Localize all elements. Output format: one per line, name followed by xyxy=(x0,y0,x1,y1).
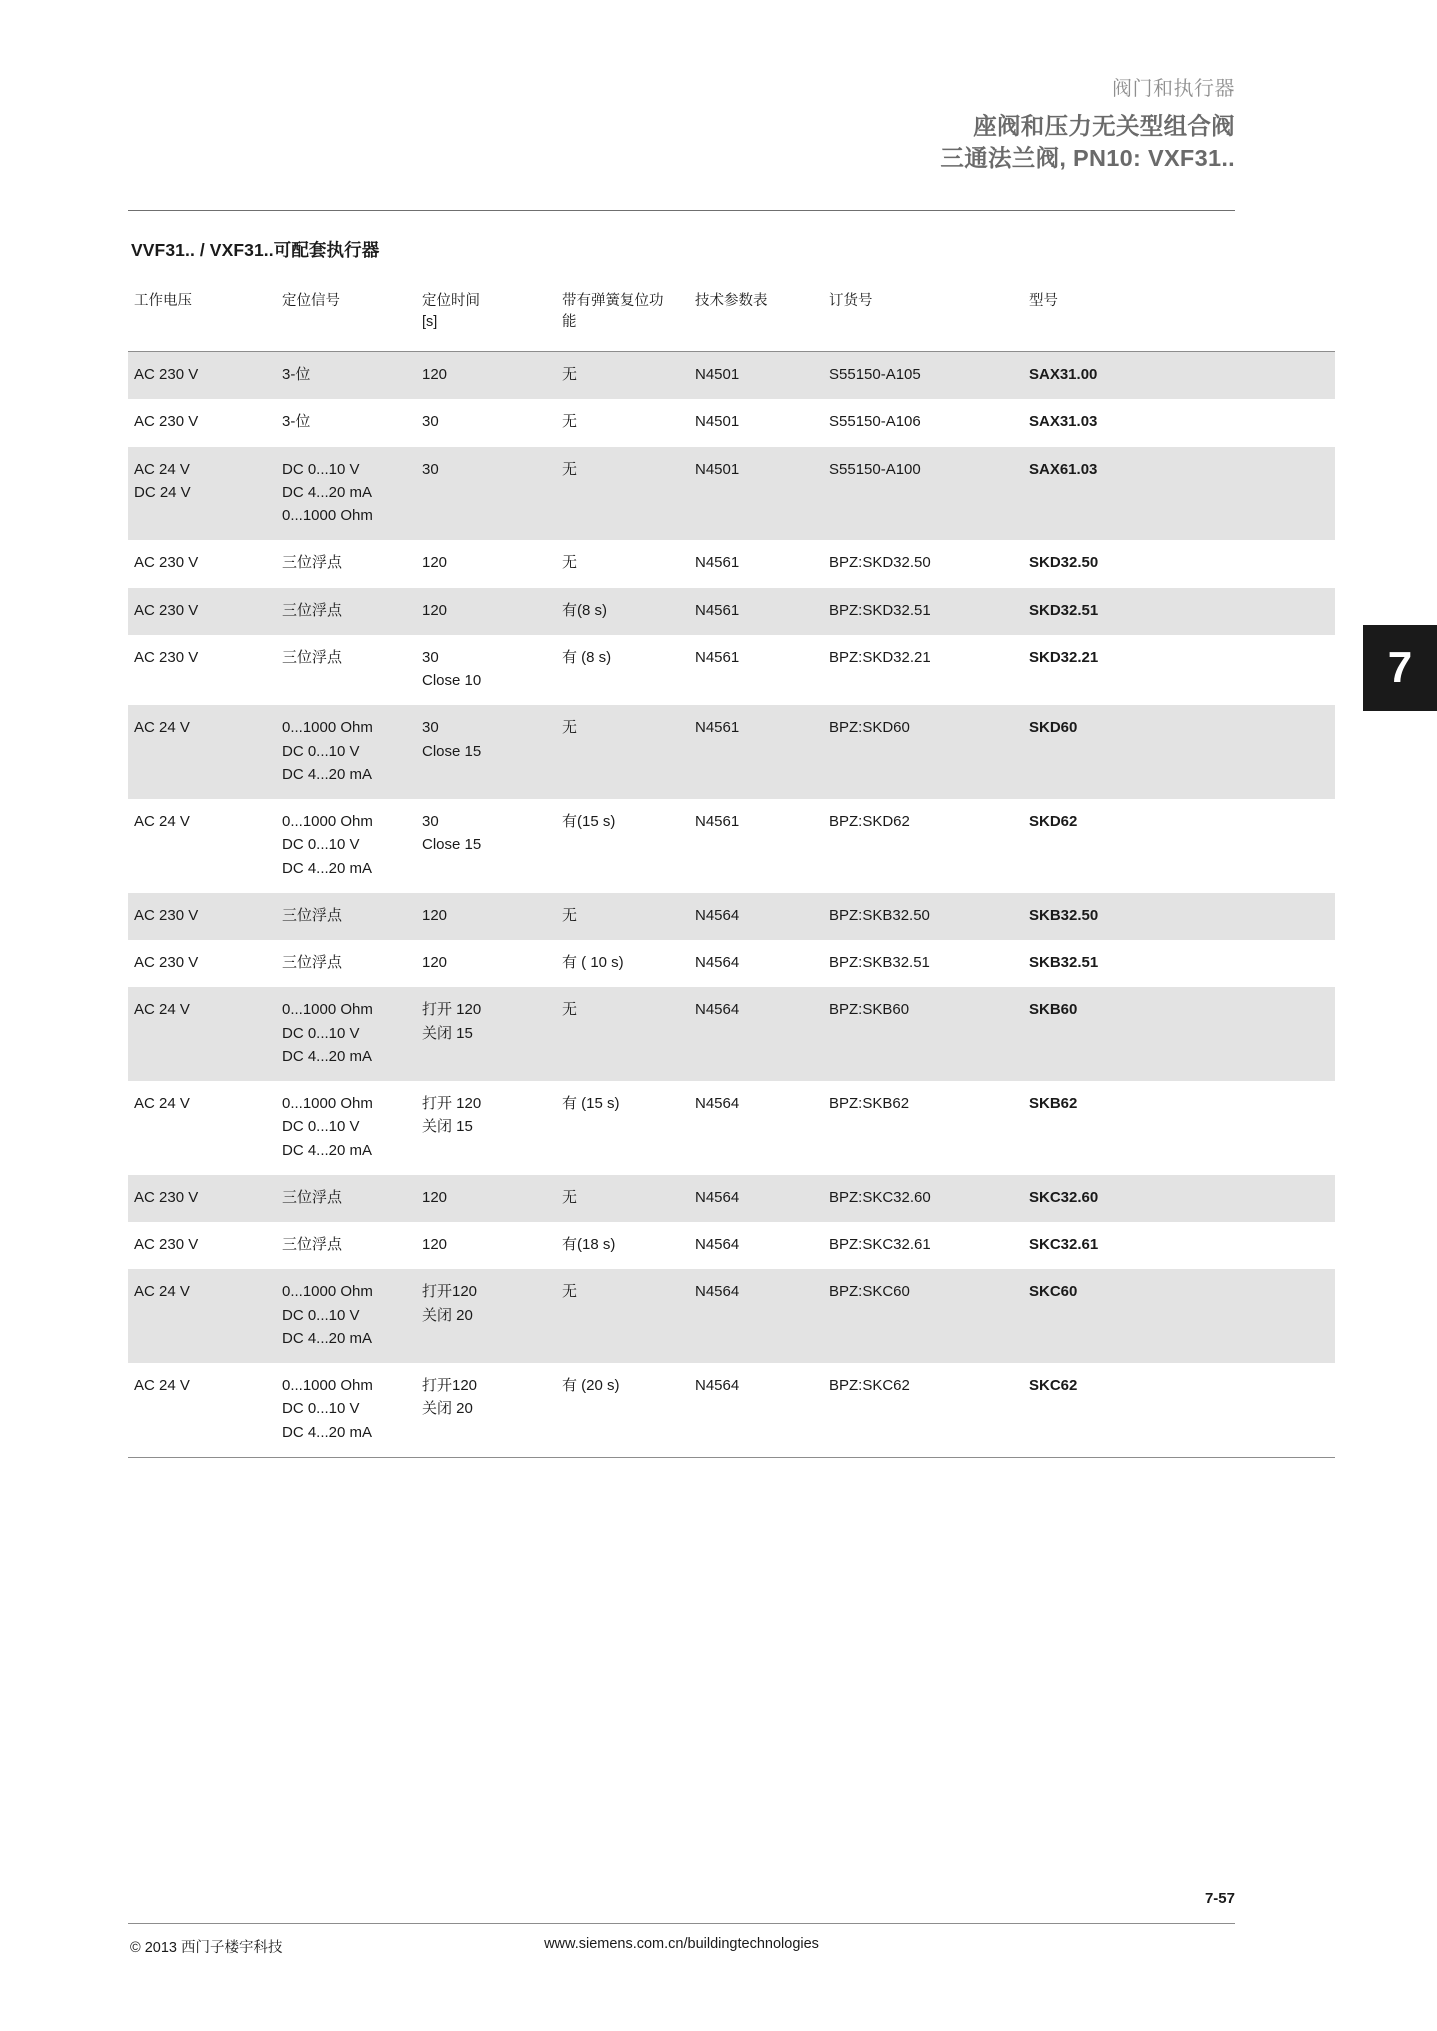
cell-type-line: SKD32.21 xyxy=(1029,648,1099,666)
cell-type xyxy=(1023,399,1335,446)
cell-spring-return-line: 有 ( 10 s) xyxy=(562,954,624,972)
cell-runtime xyxy=(416,352,556,400)
cell-type-line: SKC32.60 xyxy=(1029,1188,1099,1206)
cell-order-number xyxy=(823,635,1023,706)
cell-datasheet xyxy=(689,399,823,446)
cell-type-line: SKC60 xyxy=(1029,1283,1078,1301)
cell-runtime-line: 30 xyxy=(422,648,439,666)
cell-order-number-line: BPZ:SKB32.51 xyxy=(829,954,930,972)
cell-signal-line: DC 0...10 V xyxy=(282,1024,360,1042)
cell-datasheet-line: N4561 xyxy=(695,601,740,619)
cell-spring-return-line: 无 xyxy=(562,1001,578,1019)
cell-datasheet xyxy=(689,1081,823,1175)
table-row xyxy=(128,447,1335,541)
cell-runtime xyxy=(416,399,556,446)
cell-voltage-line: AC 24 V xyxy=(134,1001,190,1019)
cell-voltage xyxy=(128,352,276,400)
cell-signal xyxy=(276,1175,416,1222)
cell-datasheet-line: N4501 xyxy=(695,366,740,384)
cell-type-line: SKD60 xyxy=(1029,719,1078,737)
cell-type xyxy=(1023,1081,1335,1175)
cell-datasheet xyxy=(689,940,823,987)
cell-runtime xyxy=(416,1081,556,1175)
cell-type xyxy=(1023,940,1335,987)
table-row xyxy=(128,799,1335,893)
cell-runtime-line: 打开 120 xyxy=(422,1095,482,1113)
cell-datasheet xyxy=(689,1175,823,1222)
cell-voltage-line: AC 24 V xyxy=(134,1377,190,1395)
cell-spring-return-line: 有(8 s) xyxy=(562,601,608,619)
cell-datasheet xyxy=(689,893,823,940)
cell-voltage xyxy=(128,1269,276,1363)
cell-runtime-line: Close 15 xyxy=(422,836,482,854)
cell-type-line: SAX31.03 xyxy=(1029,413,1098,431)
cell-signal xyxy=(276,893,416,940)
cell-signal-line: 三位浮点 xyxy=(282,601,343,619)
cell-spring-return xyxy=(556,1363,689,1457)
cell-runtime xyxy=(416,540,556,587)
cell-signal xyxy=(276,635,416,706)
cell-runtime xyxy=(416,705,556,799)
cell-order-number xyxy=(823,705,1023,799)
cell-order-number-line: BPZ:SKD60 xyxy=(829,719,910,737)
cell-voltage xyxy=(128,940,276,987)
column-header-spring-return: 带有弹簧复位功 能 xyxy=(556,281,689,352)
cell-type-line: SKB60 xyxy=(1029,1001,1078,1019)
cell-runtime xyxy=(416,940,556,987)
cell-runtime-line: 关闭 20 xyxy=(422,1400,473,1418)
cell-spring-return xyxy=(556,635,689,706)
page-number: 7-57 xyxy=(1204,1890,1235,1907)
cell-order-number xyxy=(823,1363,1023,1457)
cell-signal-line: DC 4...20 mA xyxy=(282,859,373,877)
cell-order-number-line: S55150-A100 xyxy=(829,460,921,478)
cell-spring-return-line: 无 xyxy=(562,413,578,431)
cell-type xyxy=(1023,540,1335,587)
table-row xyxy=(128,352,1335,400)
cell-runtime xyxy=(416,987,556,1081)
header-divider xyxy=(128,210,1235,211)
cell-type-line: SKC32.61 xyxy=(1029,1236,1099,1254)
cell-order-number xyxy=(823,1222,1023,1269)
cell-datasheet xyxy=(689,799,823,893)
cell-voltage xyxy=(128,1081,276,1175)
cell-order-number xyxy=(823,399,1023,446)
cell-order-number xyxy=(823,893,1023,940)
cell-signal-line: 三位浮点 xyxy=(282,906,343,924)
cell-datasheet-line: N4564 xyxy=(695,906,740,924)
cell-voltage xyxy=(128,447,276,541)
cell-signal xyxy=(276,447,416,541)
cell-datasheet xyxy=(689,705,823,799)
cell-runtime-line: 30 xyxy=(422,460,439,478)
table-row xyxy=(128,940,1335,987)
cell-spring-return-line: 有 (15 s) xyxy=(562,1095,620,1113)
cell-datasheet-line: N4564 xyxy=(695,1188,740,1206)
column-header-order-number: 订货号 xyxy=(823,281,1023,352)
cell-signal xyxy=(276,399,416,446)
cell-order-number-line: BPZ:SKC60 xyxy=(829,1283,910,1301)
cell-voltage-line: AC 230 V xyxy=(134,954,199,972)
cell-order-number-line: BPZ:SKB60 xyxy=(829,1001,910,1019)
cell-type-line: SAX61.03 xyxy=(1029,460,1098,478)
cell-type xyxy=(1023,1363,1335,1457)
cell-order-number-line: S55150-A106 xyxy=(829,413,921,431)
cell-voltage xyxy=(128,987,276,1081)
cell-datasheet-line: N4561 xyxy=(695,648,740,666)
cell-spring-return xyxy=(556,352,689,400)
actuators-table-wrap xyxy=(128,281,1335,1458)
cell-spring-return-line: 有 (8 s) xyxy=(562,648,612,666)
cell-datasheet-line: N4564 xyxy=(695,954,740,972)
cell-order-number xyxy=(823,447,1023,541)
cell-signal-line: 三位浮点 xyxy=(282,648,343,666)
cell-type xyxy=(1023,987,1335,1081)
cell-spring-return xyxy=(556,540,689,587)
cell-signal-line: 三位浮点 xyxy=(282,554,343,572)
cell-signal-line: DC 4...20 mA xyxy=(282,1141,373,1159)
cell-runtime-line: 打开120 xyxy=(422,1283,478,1301)
table-row xyxy=(128,987,1335,1081)
cell-spring-return-line: 无 xyxy=(562,1188,578,1206)
cell-spring-return-line: 无 xyxy=(562,460,578,478)
cell-runtime-line: 120 xyxy=(422,906,448,924)
cell-spring-return-line: 无 xyxy=(562,719,578,737)
cell-datasheet xyxy=(689,987,823,1081)
cell-datasheet xyxy=(689,1222,823,1269)
cell-order-number-line: S55150-A105 xyxy=(829,366,921,384)
cell-datasheet xyxy=(689,1363,823,1457)
cell-runtime-line: 120 xyxy=(422,601,448,619)
cell-datasheet xyxy=(689,540,823,587)
cell-runtime xyxy=(416,635,556,706)
cell-voltage xyxy=(128,1175,276,1222)
cell-voltage-line: AC 230 V xyxy=(134,601,199,619)
table-row xyxy=(128,1222,1335,1269)
cell-runtime xyxy=(416,893,556,940)
website-url: www.siemens.com.cn/buildingtechnologies xyxy=(544,1936,819,1952)
cell-spring-return xyxy=(556,1081,689,1175)
cell-order-number-line: BPZ:SKB32.50 xyxy=(829,906,930,924)
cell-spring-return xyxy=(556,399,689,446)
cell-signal-line: 3-位 xyxy=(282,366,311,384)
cell-runtime-line: 120 xyxy=(422,366,448,384)
cell-runtime xyxy=(416,1363,556,1457)
cell-datasheet-line: N4561 xyxy=(695,554,740,572)
cell-voltage-line: AC 24 V xyxy=(134,719,190,737)
cell-type xyxy=(1023,352,1335,400)
cell-signal-line: 0...1000 Ohm xyxy=(282,1283,373,1301)
cell-signal xyxy=(276,352,416,400)
cell-runtime-line: 120 xyxy=(422,954,448,972)
cell-voltage xyxy=(128,588,276,635)
cell-runtime xyxy=(416,1269,556,1363)
cell-voltage-line: AC 230 V xyxy=(134,554,199,572)
cell-spring-return-line: 有(15 s) xyxy=(562,813,616,831)
cell-runtime-line: 30 xyxy=(422,813,439,831)
header-category: 阀门和执行器 xyxy=(1112,78,1235,100)
cell-runtime-line: 打开120 xyxy=(422,1377,478,1395)
cell-datasheet-line: N4564 xyxy=(695,1283,740,1301)
cell-voltage xyxy=(128,799,276,893)
header-subtitle: 三通法兰阀, PN10: VXF31.. xyxy=(940,145,1235,172)
cell-voltage-line: AC 24 V xyxy=(134,460,190,478)
column-header-type: 型号 xyxy=(1023,281,1335,352)
cell-signal-line: 三位浮点 xyxy=(282,954,343,972)
cell-voltage xyxy=(128,540,276,587)
table-body xyxy=(128,352,1335,1458)
cell-order-number xyxy=(823,1081,1023,1175)
cell-type-line: SKD62 xyxy=(1029,813,1078,831)
cell-datasheet xyxy=(689,635,823,706)
cell-signal xyxy=(276,705,416,799)
cell-datasheet-line: N4561 xyxy=(695,719,740,737)
cell-voltage xyxy=(128,635,276,706)
cell-spring-return xyxy=(556,893,689,940)
cell-runtime xyxy=(416,447,556,541)
page-header xyxy=(940,76,1235,174)
table-header-row xyxy=(128,281,1335,352)
cell-order-number-line: BPZ:SKC32.60 xyxy=(829,1188,931,1206)
cell-spring-return-line: 无 xyxy=(562,1283,578,1301)
cell-signal-line: DC 0...10 V xyxy=(282,836,360,854)
cell-signal-line: 0...1000 Ohm xyxy=(282,719,373,737)
cell-signal-line: 三位浮点 xyxy=(282,1236,343,1254)
cell-signal xyxy=(276,987,416,1081)
cell-spring-return xyxy=(556,1222,689,1269)
cell-signal-line: 0...1000 Ohm xyxy=(282,1377,373,1395)
cell-order-number xyxy=(823,799,1023,893)
cell-order-number-line: BPZ:SKC32.61 xyxy=(829,1236,931,1254)
cell-datasheet-line: N4501 xyxy=(695,413,740,431)
cell-datasheet xyxy=(689,447,823,541)
cell-datasheet-line: N4501 xyxy=(695,460,740,478)
cell-signal-line: DC 4...20 mA xyxy=(282,1329,373,1347)
cell-signal xyxy=(276,1363,416,1457)
cell-voltage-line: AC 230 V xyxy=(134,366,199,384)
cell-type xyxy=(1023,1175,1335,1222)
cell-voltage-line: AC 230 V xyxy=(134,1188,199,1206)
cell-signal-line: 0...1000 Ohm xyxy=(282,1001,373,1019)
cell-order-number xyxy=(823,588,1023,635)
cell-datasheet xyxy=(689,352,823,400)
cell-spring-return-line: 无 xyxy=(562,366,578,384)
actuators-table xyxy=(128,281,1335,1458)
cell-signal-line: 3-位 xyxy=(282,413,311,431)
cell-signal xyxy=(276,540,416,587)
cell-voltage-line: DC 24 V xyxy=(134,483,191,501)
cell-runtime-line: Close 15 xyxy=(422,742,482,760)
cell-spring-return xyxy=(556,1269,689,1363)
cell-type-line: SKD32.50 xyxy=(1029,554,1099,572)
cell-runtime-line: 30 xyxy=(422,413,439,431)
cell-spring-return-line: 有(18 s) xyxy=(562,1236,616,1254)
column-header-runtime: 定位时间 [s] xyxy=(416,281,556,352)
cell-order-number-line: BPZ:SKB62 xyxy=(829,1095,910,1113)
cell-order-number xyxy=(823,987,1023,1081)
cell-spring-return-line: 有 (20 s) xyxy=(562,1377,620,1395)
cell-spring-return xyxy=(556,940,689,987)
table-row xyxy=(128,1269,1335,1363)
cell-type-line: SKD32.51 xyxy=(1029,601,1099,619)
cell-signal-line: 0...1000 Ohm xyxy=(282,1095,373,1113)
cell-type-line: SKB32.50 xyxy=(1029,906,1099,924)
cell-spring-return-line: 无 xyxy=(562,906,578,924)
column-header-signal: 定位信号 xyxy=(276,281,416,352)
cell-signal xyxy=(276,799,416,893)
cell-type xyxy=(1023,588,1335,635)
footer-divider xyxy=(128,1923,1235,1924)
cell-signal-line: DC 0...10 V xyxy=(282,460,360,478)
cell-voltage-line: AC 24 V xyxy=(134,1283,190,1301)
cell-runtime-line: 关闭 15 xyxy=(422,1118,473,1136)
cell-runtime-line: 30 xyxy=(422,719,439,737)
table-row xyxy=(128,705,1335,799)
cell-signal-line: DC 0...10 V xyxy=(282,1306,360,1324)
cell-runtime xyxy=(416,1222,556,1269)
cell-spring-return xyxy=(556,588,689,635)
cell-type xyxy=(1023,635,1335,706)
cell-signal xyxy=(276,1222,416,1269)
cell-datasheet-line: N4564 xyxy=(695,1236,740,1254)
cell-voltage-line: AC 230 V xyxy=(134,1236,199,1254)
cell-runtime xyxy=(416,1175,556,1222)
cell-order-number xyxy=(823,540,1023,587)
cell-type xyxy=(1023,705,1335,799)
table-row xyxy=(128,893,1335,940)
cell-voltage-line: AC 24 V xyxy=(134,813,190,831)
cell-runtime-line: 120 xyxy=(422,1236,448,1254)
cell-runtime-line: 120 xyxy=(422,554,448,572)
cell-voltage-line: AC 230 V xyxy=(134,413,199,431)
cell-datasheet-line: N4561 xyxy=(695,813,740,831)
cell-datasheet xyxy=(689,1269,823,1363)
cell-order-number-line: BPZ:SKD62 xyxy=(829,813,910,831)
cell-voltage xyxy=(128,1222,276,1269)
cell-runtime-line: 关闭 15 xyxy=(422,1024,473,1042)
cell-spring-return xyxy=(556,1175,689,1222)
cell-spring-return xyxy=(556,987,689,1081)
column-header-datasheet: 技术参数表 xyxy=(689,281,823,352)
cell-runtime-line: 打开 120 xyxy=(422,1001,482,1019)
cell-order-number xyxy=(823,1269,1023,1363)
cell-signal xyxy=(276,1269,416,1363)
cell-runtime xyxy=(416,588,556,635)
cell-type xyxy=(1023,1269,1335,1363)
cell-type xyxy=(1023,799,1335,893)
cell-signal xyxy=(276,588,416,635)
cell-type xyxy=(1023,447,1335,541)
table-row xyxy=(128,540,1335,587)
cell-type xyxy=(1023,893,1335,940)
cell-datasheet-line: N4564 xyxy=(695,1095,740,1113)
cell-signal xyxy=(276,1081,416,1175)
table-row xyxy=(128,1363,1335,1457)
header-title: 座阀和压力无关型组合阀 xyxy=(973,112,1235,139)
cell-datasheet-line: N4564 xyxy=(695,1001,740,1019)
cell-voltage-line: AC 24 V xyxy=(134,1095,190,1113)
cell-signal-line: DC 4...20 mA xyxy=(282,765,373,783)
cell-spring-return-line: 无 xyxy=(562,554,578,572)
cell-signal-line: 三位浮点 xyxy=(282,1188,343,1206)
table-row xyxy=(128,588,1335,635)
cell-signal-line: DC 4...20 mA xyxy=(282,1423,373,1441)
cell-type xyxy=(1023,1222,1335,1269)
cell-runtime-line: Close 10 xyxy=(422,672,482,690)
cell-voltage-line: AC 230 V xyxy=(134,906,199,924)
cell-signal-line: 0...1000 Ohm xyxy=(282,813,373,831)
page-footer xyxy=(128,1936,1235,1968)
cell-datasheet-line: N4564 xyxy=(695,1377,740,1395)
cell-signal-line: DC 0...10 V xyxy=(282,742,360,760)
cell-spring-return xyxy=(556,447,689,541)
cell-signal-line: DC 4...20 mA xyxy=(282,1047,373,1065)
table-row xyxy=(128,1081,1335,1175)
cell-runtime xyxy=(416,799,556,893)
copyright-text: © 2013 西门子楼宇科技 xyxy=(130,1940,283,1956)
table-row xyxy=(128,635,1335,706)
cell-signal-line: 0...1000 Ohm xyxy=(282,507,373,525)
section-title: VVF31.. / VXF31..可配套执行器 xyxy=(131,240,380,260)
cell-signal-line: DC 4...20 mA xyxy=(282,483,373,501)
cell-signal-line: DC 0...10 V xyxy=(282,1400,360,1418)
cell-type-line: SAX31.00 xyxy=(1029,366,1098,384)
cell-voltage xyxy=(128,1363,276,1457)
cell-voltage xyxy=(128,893,276,940)
cell-signal-line: DC 0...10 V xyxy=(282,1118,360,1136)
cell-runtime-line: 关闭 20 xyxy=(422,1306,473,1324)
table-row xyxy=(128,399,1335,446)
cell-voltage xyxy=(128,399,276,446)
column-header-voltage: 工作电压 xyxy=(128,281,276,352)
cell-type-line: SKB32.51 xyxy=(1029,954,1099,972)
table-row xyxy=(128,1175,1335,1222)
chapter-tab: 7 xyxy=(1363,625,1437,711)
cell-order-number xyxy=(823,1175,1023,1222)
cell-spring-return xyxy=(556,799,689,893)
cell-order-number-line: BPZ:SKD32.51 xyxy=(829,601,931,619)
cell-datasheet xyxy=(689,588,823,635)
cell-order-number-line: BPZ:SKD32.50 xyxy=(829,554,931,572)
cell-order-number xyxy=(823,352,1023,400)
cell-order-number-line: BPZ:SKD32.21 xyxy=(829,648,931,666)
cell-order-number-line: BPZ:SKC62 xyxy=(829,1377,910,1395)
cell-spring-return xyxy=(556,705,689,799)
cell-order-number xyxy=(823,940,1023,987)
cell-signal xyxy=(276,940,416,987)
cell-type-line: SKB62 xyxy=(1029,1095,1078,1113)
cell-runtime-line: 120 xyxy=(422,1188,448,1206)
cell-voltage-line: AC 230 V xyxy=(134,648,199,666)
cell-voltage xyxy=(128,705,276,799)
cell-type-line: SKC62 xyxy=(1029,1377,1078,1395)
